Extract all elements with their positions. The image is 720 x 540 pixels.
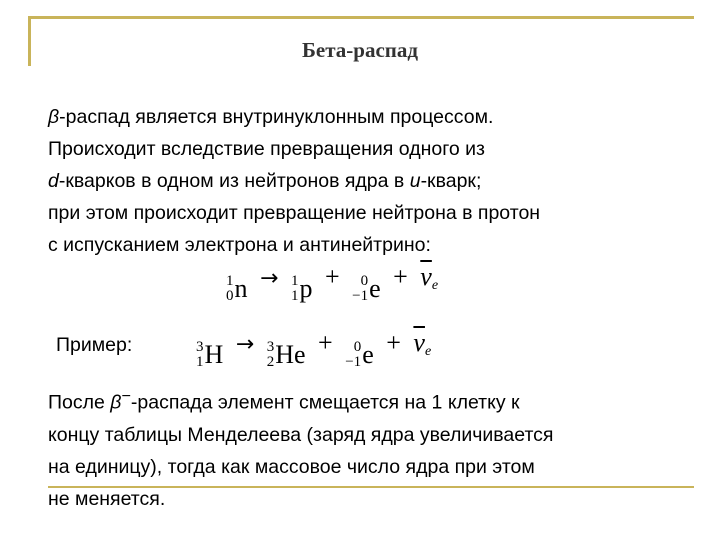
d-quark-symbol: d <box>48 170 59 192</box>
helium-mass-number: 3 <box>266 339 275 355</box>
intro-line-3-end: -кварк; <box>420 170 482 192</box>
electron-indices <box>352 274 368 304</box>
plus-sign-2: + <box>393 262 408 291</box>
antineutrino-subscript-2: e <box>424 344 432 359</box>
plus-sign-4: + <box>386 328 401 357</box>
intro-line-4: при этом происходит превращение нейтрона в протон <box>48 202 541 224</box>
example-label: Пример: <box>56 334 133 356</box>
electron-symbol-2: e <box>362 340 374 369</box>
hydrogen-indices <box>196 340 204 370</box>
conclusion-line-1 <box>48 380 698 419</box>
hydrogen-nuclide <box>196 340 223 370</box>
helium-indices <box>267 340 275 370</box>
intro-paragraph <box>48 101 698 261</box>
proton-mass-number: 1 <box>290 273 299 289</box>
electron-nuclide <box>352 274 381 304</box>
intro-line-3 <box>48 165 698 197</box>
antineutrino-subscript: e <box>431 278 439 293</box>
electron-charge-number: −1 <box>352 288 369 304</box>
conclusion-line-4: не меняется. <box>48 487 166 510</box>
helium-symbol: He <box>275 340 306 369</box>
helium-charge-number: 2 <box>266 354 275 370</box>
proton-nuclide <box>291 274 313 304</box>
hydrogen-symbol: H <box>204 340 224 369</box>
conclusion-line-3: на единицу), тогда как массовое число ядра при этом <box>48 455 535 478</box>
neutron-indices <box>226 274 234 304</box>
antineutrino-nu-2: $\overline{\nu}$ <box>413 328 425 357</box>
hydrogen-charge-number: 1 <box>196 354 204 370</box>
plus-sign: + <box>324 262 340 291</box>
u-quark-symbol: u <box>409 170 421 192</box>
electron-nuclide-2 <box>345 340 374 370</box>
frame-top-line <box>28 16 694 19</box>
beta-symbol: β <box>48 106 60 128</box>
neutron-decay-formula <box>226 262 438 304</box>
electron-symbol: e <box>369 274 381 303</box>
conclusion-line-2: концу таблицы Менделеева (заряд ядра увеличивается <box>48 423 554 446</box>
beta-minus-symbol: β <box>110 391 122 414</box>
hydrogen-mass-number: 3 <box>196 339 204 355</box>
neutron-mass-number: 1 <box>226 273 234 289</box>
helium-nuclide <box>267 340 306 370</box>
conclusion-paragraph <box>48 380 698 515</box>
antineutrino-symbol-2 <box>413 328 431 357</box>
neutron-charge-number: 0 <box>226 288 234 304</box>
intro-line-5: с испусканием электрона и антинейтрино: <box>48 234 431 256</box>
electron-indices-2 <box>345 340 361 370</box>
neutron-nuclide <box>226 274 248 304</box>
beta-minus-superscript: − <box>121 387 131 405</box>
conclusion-line-1-before: После <box>48 391 111 414</box>
antineutrino-nu: $\overline{\nu}$ <box>420 262 432 291</box>
tritium-decay-formula <box>196 328 431 370</box>
antineutrino-symbol <box>420 262 438 291</box>
electron-mass-number: 0 <box>360 273 369 289</box>
intro-line-1-text: -распад является внутринуклонным процессом. <box>59 106 494 128</box>
electron-mass-number-2: 0 <box>353 339 362 355</box>
reaction-arrow: → <box>260 266 279 291</box>
neutron-symbol: n <box>234 274 248 303</box>
intro-line-1 <box>48 101 698 133</box>
intro-line-2: Происходит вследствие превращения одного из <box>48 138 485 160</box>
proton-charge-number: 1 <box>290 288 299 304</box>
slide-title-text: Бета-распад <box>302 38 418 62</box>
intro-line-3-mid: -кварков в одном из нейтронов ядра в <box>58 170 410 192</box>
proton-symbol: p <box>299 274 313 303</box>
reaction-arrow-2: → <box>235 332 255 357</box>
slide-title <box>0 38 720 63</box>
electron-charge-number-2: −1 <box>345 354 362 370</box>
proton-indices <box>291 274 299 304</box>
plus-sign-3: + <box>318 328 333 357</box>
conclusion-line-1-after: -распада элемент смещается на 1 клетку к <box>130 391 520 414</box>
